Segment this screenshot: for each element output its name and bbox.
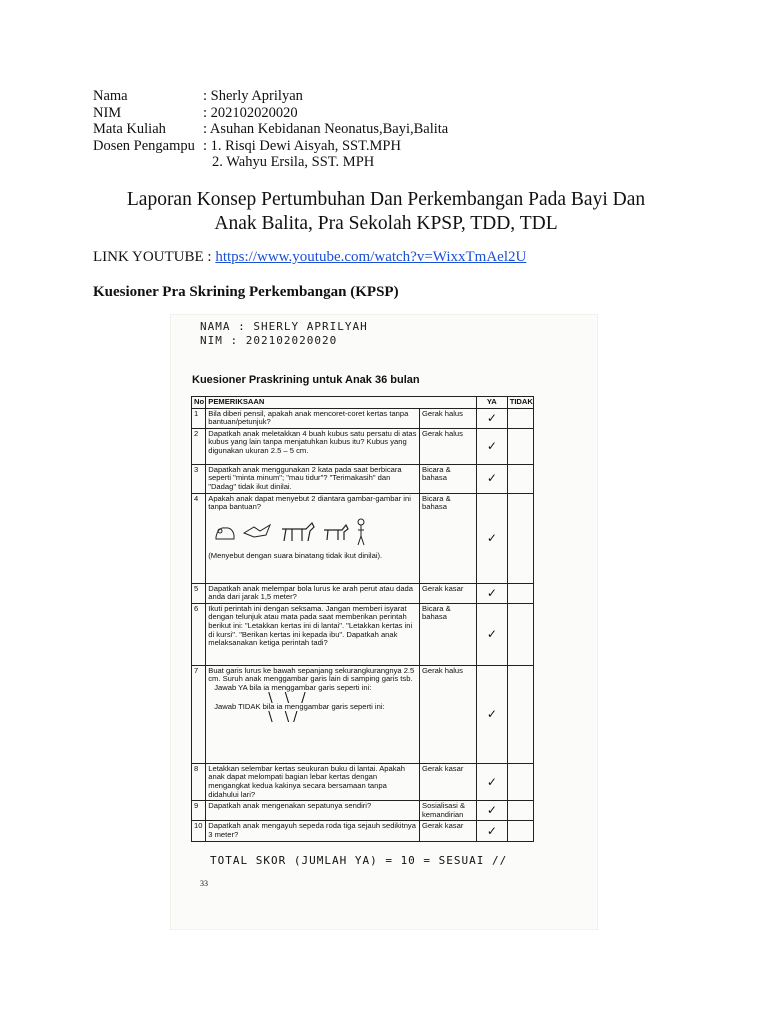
table-row (192, 583, 534, 603)
row-no: 1 (192, 408, 206, 428)
table-row (192, 493, 534, 583)
info-row-dosen (93, 138, 448, 155)
row-no: 6 (192, 603, 206, 665)
total-score: TOTAL SKOR (JUMLAH YA) = 10 = SESUAI // (210, 854, 508, 867)
ya-checkmark: ✓ (477, 583, 508, 603)
row-question (206, 493, 420, 583)
kpsp-table (191, 396, 534, 842)
report-title (80, 188, 692, 236)
ya-checkmark: ✓ (477, 603, 508, 665)
row-aspect: Sosialisasi & kemandirian (420, 801, 477, 821)
scanned-questionnaire (170, 314, 598, 930)
dog-picture-icon (322, 522, 350, 542)
row-aspect: Bicara & bahasa (420, 493, 477, 583)
row-question: Dapatkah anak melempar bola lurus ke arah perut atau dada anda dari jarak 1,5 meter? (206, 583, 420, 603)
nama-value: : Sherly Aprilyan (203, 88, 303, 104)
row-aspect: Gerak kasar (420, 821, 477, 841)
nim-value: : 202102020020 (203, 104, 298, 121)
col-pemeriksaan: PEMERIKSAAN (206, 397, 477, 409)
col-tidak: TIDAK (507, 397, 533, 409)
dosen-label: Dosen Pengampu (93, 137, 195, 154)
row-no: 4 (192, 493, 206, 583)
tidak-cell (507, 428, 533, 464)
horse-picture-icon (278, 521, 316, 543)
tidak-lines-drawing: \ \/ (268, 709, 302, 725)
tidak-cell (507, 408, 533, 428)
info-row-matkul (93, 121, 448, 138)
info-row-nama (93, 88, 448, 105)
row-no: 2 (192, 428, 206, 464)
section-heading: Kuesioner Pra Skrining Perkembangan (KPSP) (93, 284, 399, 300)
col-ya: YA (477, 397, 508, 409)
question-text: Apakah anak dapat menyebut 2 diantara gambar-gambar ini tanpa bantuan? (208, 493, 411, 512)
nim-label: NIM (93, 104, 122, 121)
ya-checkmark: ✓ (477, 763, 508, 800)
form-title: Kuesioner Praskrining untuk Anak 36 bulan (192, 374, 420, 386)
dosen-value-1: : 1. Risqi Dewi Aisyah, SST.MPH (203, 137, 401, 154)
question-text: Buat garis lurus ke bawah sepanjang sekurangkurangnya 2.5 cm. Suruh anak menggambar garis lain di samping garis tsb. (208, 665, 415, 684)
ya-checkmark: ✓ (477, 428, 508, 464)
matkul-value: : Asuhan Kebidanan Neonatus,Bayi,Balita (203, 121, 449, 137)
row-aspect: Bicara & bahasa (420, 464, 477, 493)
row-no: 5 (192, 583, 206, 603)
table-row (192, 603, 534, 665)
ya-lines-drawing: \ \ / (268, 690, 310, 706)
table-row (192, 821, 534, 841)
row-question: Dapatkah anak menggunakan 2 kata pada saat berbicara seperti "minta minum"; "mau tidur"? "Terimakasih" dan "Dadag" tidak ikut dinilai. (206, 464, 420, 493)
table-row (192, 408, 534, 428)
ya-checkmark: ✓ (477, 493, 508, 583)
row-aspect: Bicara & bahasa (420, 603, 477, 665)
tidak-cell (507, 801, 533, 821)
tidak-cell (507, 583, 533, 603)
row-no: 3 (192, 464, 206, 493)
youtube-link[interactable]: https://www.youtube.com/watch?v=WixxTmAel2U (215, 249, 527, 265)
handwritten-nim: NIM : 202102020020 (200, 334, 338, 347)
bird-picture-icon (242, 523, 272, 541)
page-number: 33 (200, 879, 208, 888)
ya-note: Jawab YA bila ia menggambar garis seperti ini: (214, 682, 372, 692)
ya-checkmark: ✓ (477, 821, 508, 841)
table-row (192, 428, 534, 464)
row-question: Dapatkah anak mengayuh sepeda roda tiga sejauh sedikitnya 3 meter? (206, 821, 420, 841)
table-row (192, 801, 534, 821)
row-aspect: Gerak kasar (420, 583, 477, 603)
row-question: Bila diberi pensil, apakah anak mencoret-coret kertas tanpa bantuan/petunjuk? (206, 408, 420, 428)
ya-checkmark: ✓ (477, 408, 508, 428)
row-aspect: Gerak halus (420, 408, 477, 428)
row-no: 9 (192, 801, 206, 821)
table-row (192, 464, 534, 493)
tidak-cell (507, 464, 533, 493)
table-row (192, 763, 534, 800)
tidak-cell (507, 763, 533, 800)
tidak-cell (507, 821, 533, 841)
title-line-2: Anak Balita, Pra Sekolah KPSP, TDD, TDL (214, 213, 558, 234)
animal-pictures (208, 512, 417, 552)
row-no: 10 (192, 821, 206, 841)
tidak-cell (507, 493, 533, 583)
row-aspect: Gerak halus (420, 665, 477, 763)
student-info (93, 88, 448, 171)
cat-picture-icon (214, 523, 236, 541)
row-question: Ikuti perintah ini dengan seksama. Jangan memberi isyarat dengan telunjuk atau mata pada saat memberikan perintah berikut ini: "Letakkan kertas ini di lantai". "Letakkan kertas ini di kursi". "Berikan kertas ini kepada ibu". Dapatkah anak melaksanakan ketiga perintah tadi? (206, 603, 420, 665)
row-question: Dapatkah anak mengenakan sepatunya sendiri? (206, 801, 420, 821)
row-aspect: Gerak halus (420, 428, 477, 464)
row-question: Letakkan selembar kertas seukuran buku di lantai. Apakah anak dapat melompati bagian lebar kertas dengan mengangkat kedua kakinya secara bersamaan tanpa didahului lari? (206, 763, 420, 800)
table-header-row (192, 397, 534, 409)
row-question (206, 665, 420, 763)
tidak-note: Jawab TIDAK bila ia menggambar garis seperti ini: (214, 702, 385, 712)
youtube-line (93, 249, 526, 266)
ya-checkmark: ✓ (477, 801, 508, 821)
tidak-cell (507, 665, 533, 763)
matkul-label: Mata Kuliah (93, 121, 166, 137)
nama-label: Nama (93, 88, 128, 104)
row-aspect: Gerak kasar (420, 763, 477, 800)
youtube-label: LINK YOUTUBE : (93, 249, 216, 265)
handwritten-name: NAMA : SHERLY APRILYAH (200, 320, 368, 333)
row-question: Dapatkah anak meletakkan 4 buah kubus satu persatu di atas kubus yang lain tanpa menjatuhkan kubus itu? Kubus yang digunakan ukuran 2.5 – 5 cm. (206, 428, 420, 464)
question-note: (Menyebut dengan suara binatang tidak ikut dinilai). (208, 550, 383, 560)
title-line-1: Laporan Konsep Pertumbuhan Dan Perkembangan Pada Bayi Dan (126, 189, 646, 210)
ya-checkmark: ✓ (477, 464, 508, 493)
table-row (192, 665, 534, 763)
dosen-value-2: 2. Wahyu Ersila, SST. MPH (212, 154, 375, 170)
row-no: 8 (192, 763, 206, 800)
col-no: No (192, 397, 206, 409)
person-picture-icon (356, 518, 366, 546)
row-no: 7 (192, 665, 206, 763)
tidak-cell (507, 603, 533, 665)
info-row-nim (93, 105, 448, 122)
ya-checkmark: ✓ (477, 665, 508, 763)
